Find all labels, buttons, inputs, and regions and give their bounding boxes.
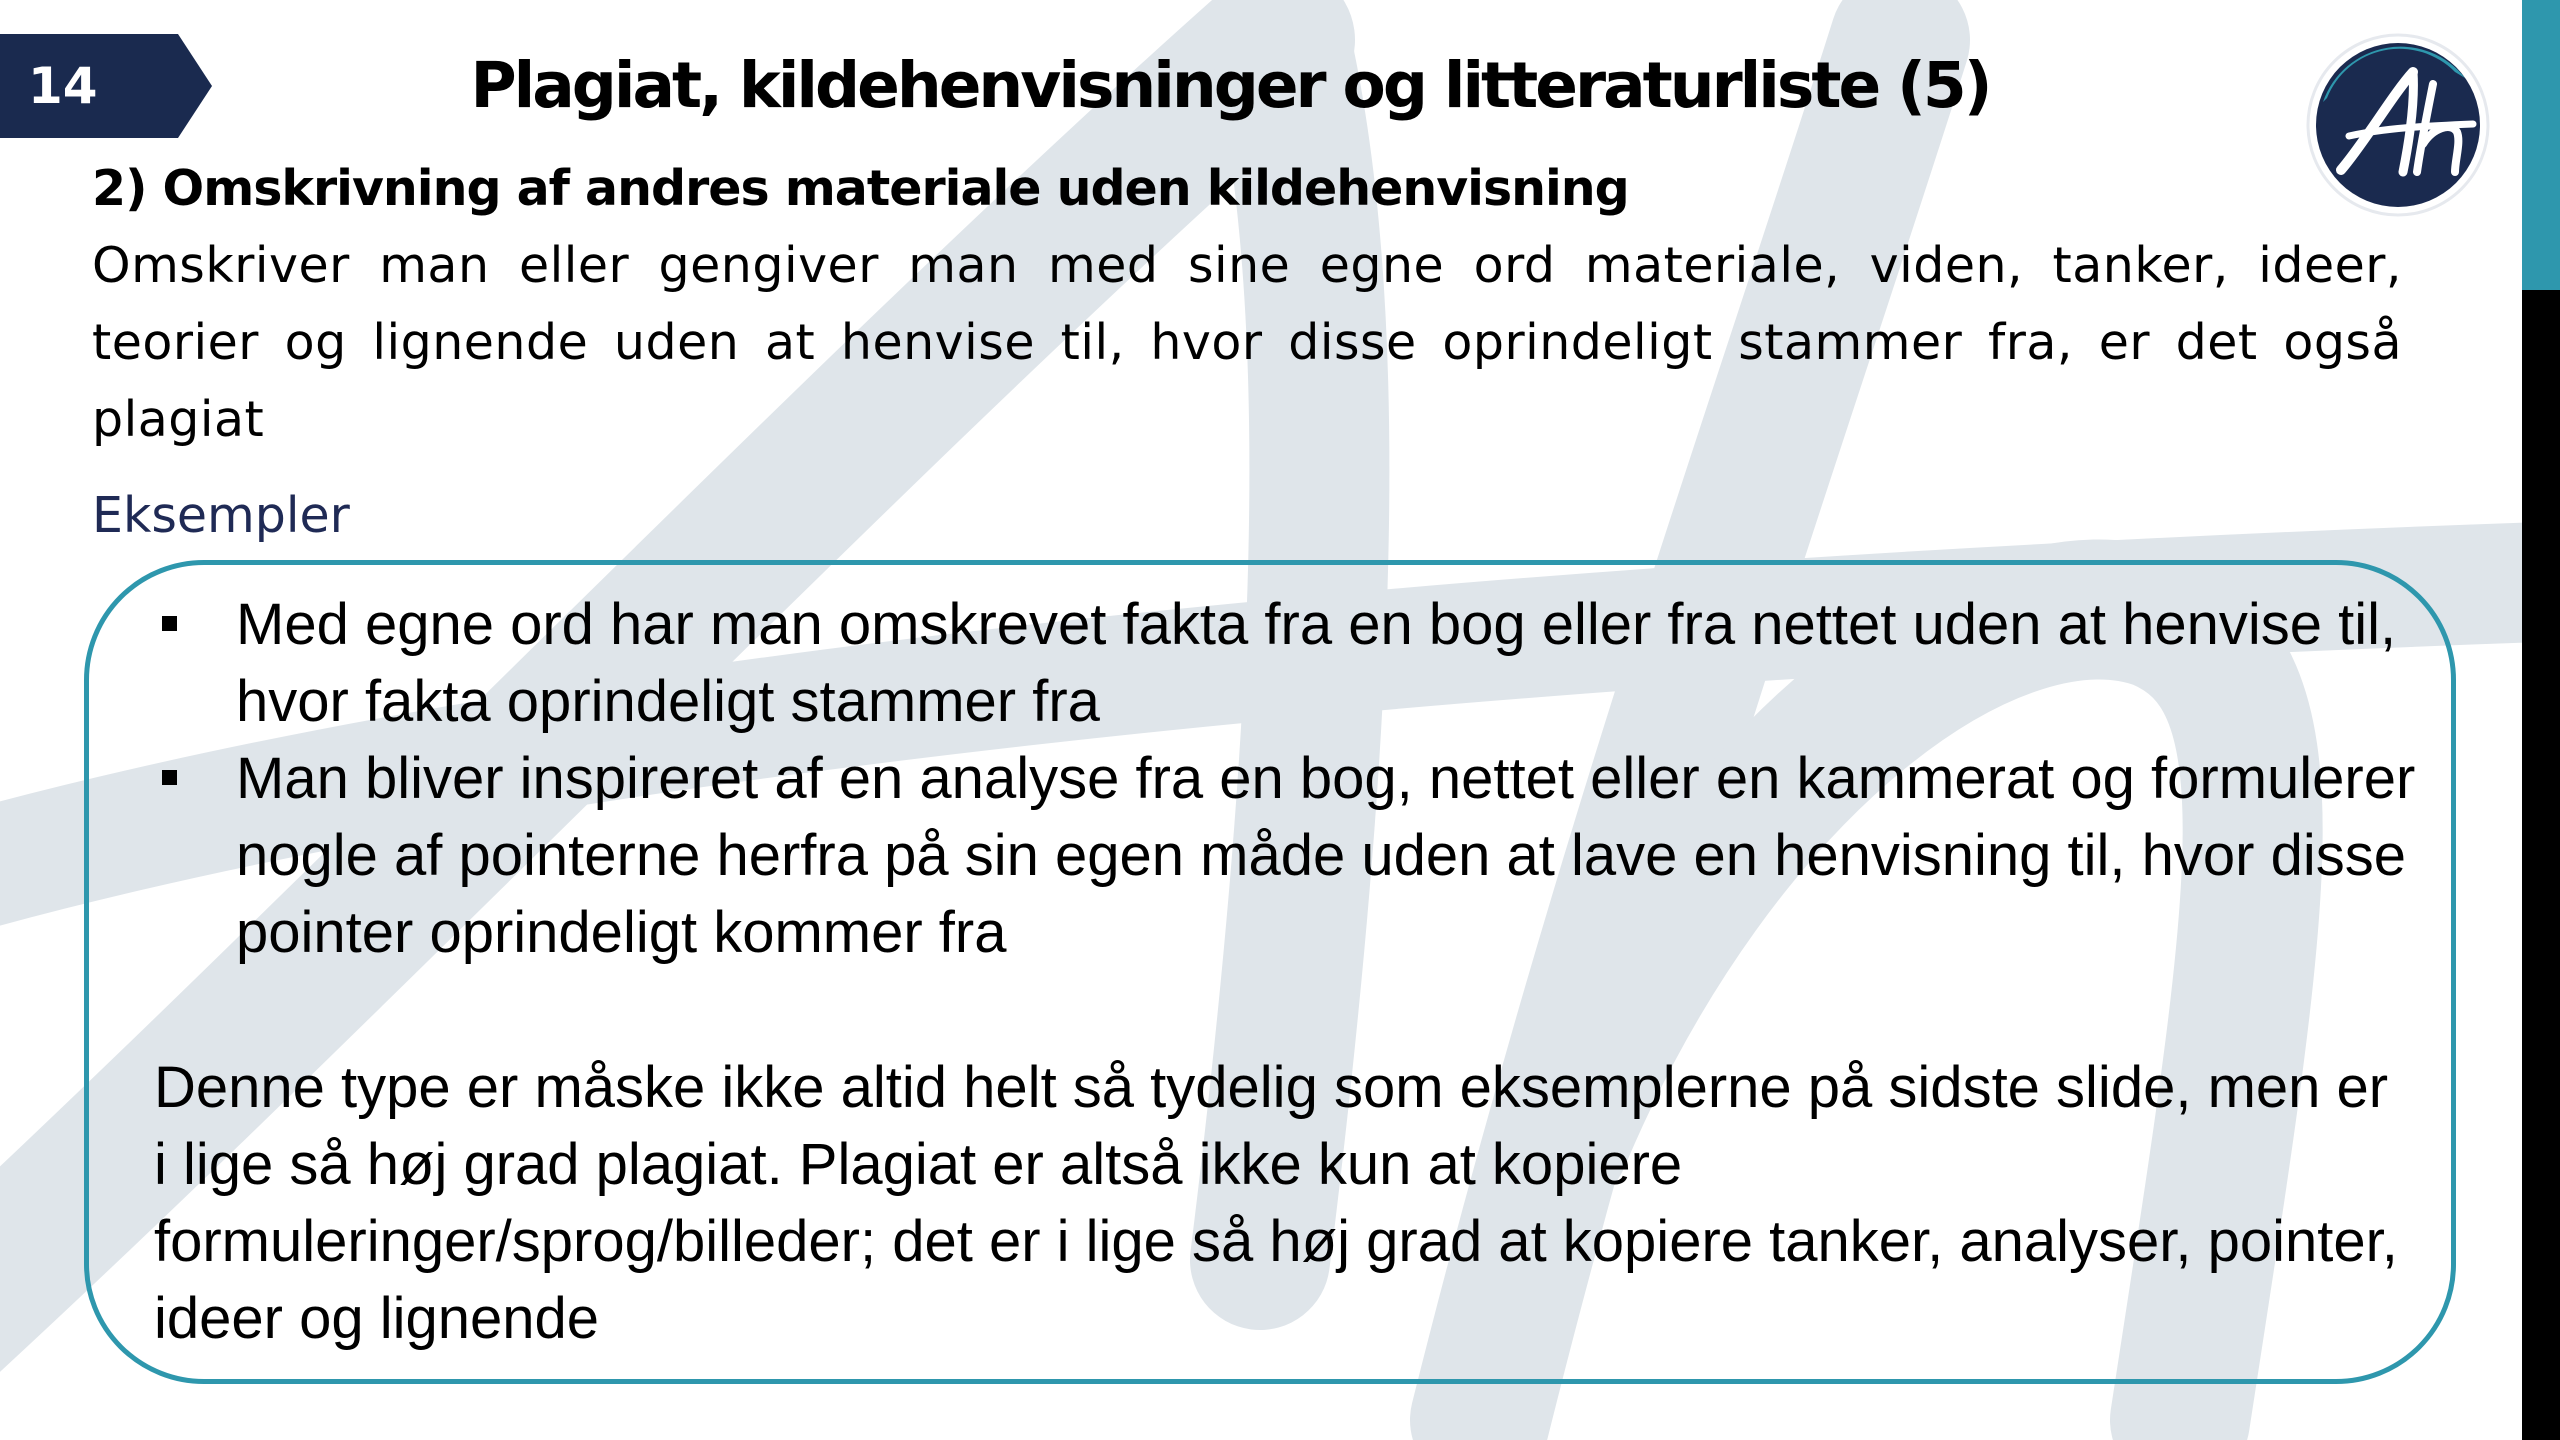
- edge-accent-teal: [2522, 0, 2560, 290]
- list-item: [152, 586, 2422, 740]
- square-bullet-icon: [162, 770, 177, 785]
- list-item: [152, 740, 2422, 971]
- examples-list: [152, 586, 2422, 971]
- slide-title: Plagiat, kildehenvisninger og litteraturliste (5): [470, 49, 1990, 122]
- intro-paragraph: Omskriver man eller gengiver man med sine egne ord materiale, viden, tanker, ideer, teorier og lignende uden at henvise til, hvor disse oprindeligt stammer fra, er det også plagiat: [92, 237, 2402, 448]
- list-item-text: Man bliver inspireret af en analyse fra en bog, nettet eller en kammerat og formulerer nogle af pointerne herfra på sin egen måde uden at lave en henvisning til, hvor disse pointer oprindeligt kommer fra: [236, 746, 2416, 965]
- ah-monogram-logo-icon: [2305, 32, 2491, 218]
- examples-label: Eksempler: [92, 487, 350, 544]
- closing-paragraph: Denne type er måske ikke altid helt så tydelig som eksemplerne på sidste slide, men er i lige så høj grad plagiat. Plagiat er altså ikke kun at kopiere formuleringer/sprog/billeder; det er i lige så høj grad at kopiere tanker, analyser, pointer, ideer og lignende: [154, 1055, 2398, 1351]
- edge-accent-black: [2522, 290, 2560, 1440]
- section-heading: 2) Omskrivning af andres materiale uden kildehenvisning: [92, 160, 1629, 217]
- list-item-text: Med egne ord har man omskrevet fakta fra en bog eller fra nettet uden at henvise til, hvor fakta oprindeligt stammer fra: [236, 592, 2397, 734]
- slide-number: 14: [28, 57, 98, 115]
- slide-number-tab: [0, 34, 212, 138]
- square-bullet-icon: [162, 616, 177, 631]
